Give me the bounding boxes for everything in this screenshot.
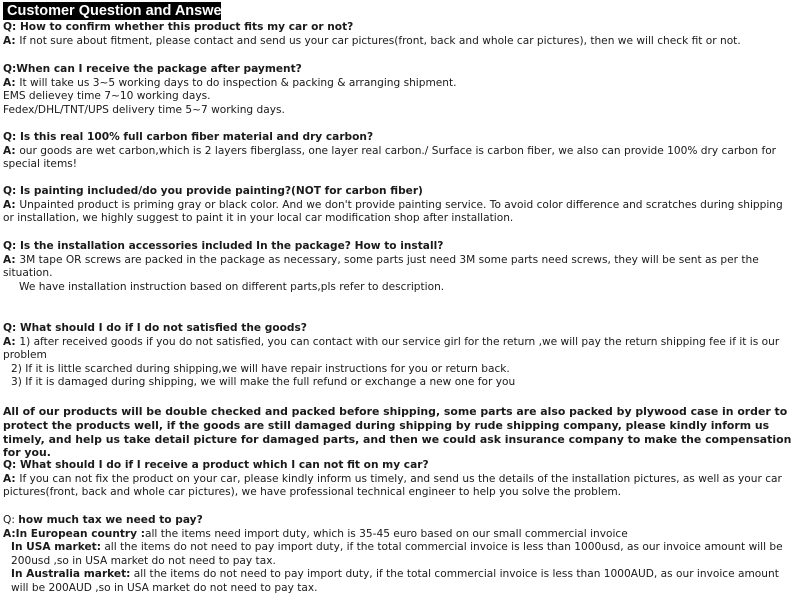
qa-item-satisfaction — [3, 322, 793, 390]
answer: A: If you can not fix the product on your car, please kindly inform us timely, and send us the details of the installation pictures, as well as your car pictures(front, back and whole car pictures), we have professional technical engineer to help you solve the problem. — [3, 472, 782, 499]
answer: A: 1) after received goods if you do not satisfied, you can contact with our service girl for the return ,we will pay the return shipping fee if it is our problem — [3, 335, 780, 362]
qa-item-installation — [3, 240, 793, 294]
packing-notice: All of our products will be double checked and packed before shipping, some parts are also packed by plywood case in order to protect the products well, if the goods are still damaged during shipping by rude shipping company, please kindly inform us timely, and help us take detail picture for damaged parts, and then we could ask insurance company to make the compensation for you. — [3, 405, 792, 460]
question: Q: What should I do if I receive a product which I can not fit on my car? — [3, 459, 429, 471]
question: Q: how much tax we need to pay? — [3, 514, 203, 526]
qa-item-carbon — [3, 131, 793, 172]
answer: A: 3M tape OR screws are packed in the package as necessary, some parts just need 3M some parts need screws, they will be sent as per the situation. — [3, 253, 759, 280]
qa-item-fitment — [3, 21, 793, 48]
section-title-banner: Customer Question and Answer — [3, 2, 221, 20]
answer-eu: A:In European country :all the items need import duty, which is 35-45 euro based on our small commercial invoice — [3, 527, 628, 540]
answer: A: Unpainted product is priming gray or black color. And we don't provide painting service. To avoid color difference and scratches during shipping or installation, we highly suggest to paint it in your local car modification shop after installation. — [3, 198, 783, 225]
qa-item-not-fit — [3, 459, 793, 500]
answer-line: EMS delievey time 7~10 working days. — [3, 90, 211, 103]
answer-line: Fedex/DHL/TNT/UPS delivery time 5~7 working days. — [3, 103, 285, 116]
qa-item-tax — [3, 514, 793, 596]
qa-item-delivery — [3, 63, 793, 117]
answer-usa: In USA market: all the items do not need to pay import duty, if the total commercial invoice is less than 1000usd, as our invoice amount will be 200usd ,so in USA market do not need to pay tax. — [11, 541, 783, 567]
question: Q: Is painting included/do you provide painting?(NOT for carbon fiber) — [3, 185, 423, 197]
question: Q: Is the installation accessories included In the package? How to install? — [3, 240, 444, 252]
answer-item: 2) If it is little scarched during shipping,we will have repair instructions for you or return back. — [11, 362, 510, 375]
question: Q: How to confirm whether this product fits my car or not? — [3, 21, 354, 33]
answer-note: We have installation instruction based on different parts,pls refer to description. — [19, 280, 445, 293]
question: Q: Is this real 100% full carbon fiber material and dry carbon? — [3, 131, 374, 143]
question: Q: What should I do if I do not satisfied the goods? — [3, 322, 307, 334]
qa-item-painting — [3, 185, 793, 226]
answer: A: If not sure about fitment, please contact and send us your car pictures(front, back and whole car pictures), then we will check fit or not. — [3, 34, 741, 47]
answer-item: 3) If it is damaged during shipping, we will make the full refund or exchange a new one for you — [11, 376, 516, 389]
answer-australia: In Australia market: all the items do not need to pay import duty, if the total commercial invoice is less than 1000AUD, as our invoice amount will be 200AUD ,so in USA market do not need to pay tax. — [11, 568, 779, 594]
answer: A: our goods are wet carbon,which is 2 layers fiberglass, one layer real carbon./ Surface is carbon fiber, we also can provide 100% dry carbon for special items! — [3, 144, 777, 171]
question: Q:When can I receive the package after payment? — [3, 63, 302, 75]
answer: A: It will take us 3~5 working days to do inspection & packing & arranging shipment. — [3, 76, 457, 89]
